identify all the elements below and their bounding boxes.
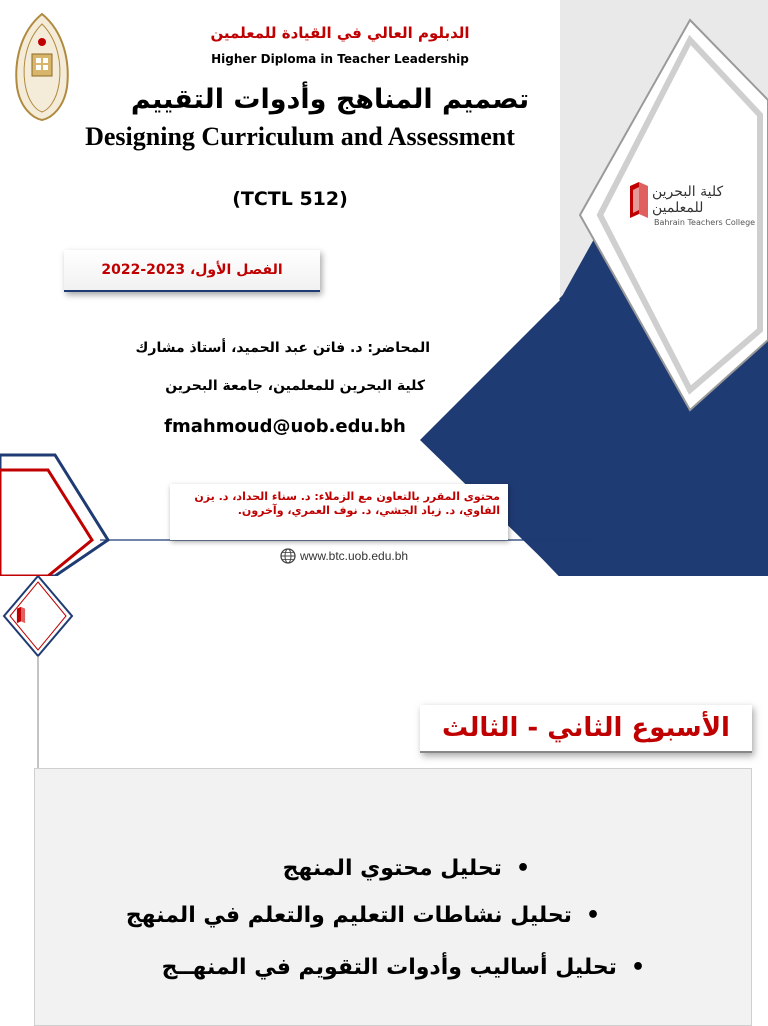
college-name-arabic: كلية البحرين للمعلمين xyxy=(652,184,724,216)
lecturer-affiliation: كلية البحرين للمعلمين، جامعة البحرين xyxy=(165,378,425,394)
website-link[interactable]: www.btc.uob.edu.bh xyxy=(300,549,409,563)
course-code: (TCTL 512) xyxy=(232,188,348,210)
website-row[interactable] xyxy=(280,548,408,564)
topic-text: تحليل أساليب وأدوات التقويم في المنهــج xyxy=(161,955,617,980)
topic-item: •تحليل محتوي المنهج xyxy=(282,856,530,881)
lecturer-email[interactable]: fmahmoud@uob.edu.bh xyxy=(164,416,406,437)
course-title-english: Designing Curriculum and Assessment xyxy=(85,122,515,151)
program-title-english: Higher Diploma in Teacher Leadership xyxy=(211,52,469,66)
university-seal xyxy=(12,12,72,122)
lecturer-name: المحاضر: د. فاتن عبد الحميد، أستاذ مشارك xyxy=(135,340,430,356)
topic-text: تحليل محتوي المنهج xyxy=(282,856,502,881)
globe-icon xyxy=(280,548,296,564)
course-title-arabic: تصميم المناهج وأدوات التقييم xyxy=(130,84,530,115)
week-title: الأسبوع الثاني - الثالث xyxy=(442,713,730,743)
college-name-english: Bahrain Teachers College xyxy=(654,218,756,227)
program-title-arabic: الدبلوم العالي في القيادة للمعلمين xyxy=(210,24,470,42)
slide-two-college-logo xyxy=(16,606,60,634)
topic-item: •تحليل نشاطات التعليم والتعلم في المنهج xyxy=(125,903,600,928)
week-title-box xyxy=(420,705,752,753)
college-logo-mark xyxy=(628,182,650,218)
college-logo xyxy=(628,182,768,232)
college-logo-mark-small xyxy=(16,606,26,624)
semester-label: الفصل الأول، 2023-2022 xyxy=(101,262,283,278)
semester-box xyxy=(64,250,320,292)
topic-text: تحليل نشاطات التعليم والتعلم في المنهج xyxy=(125,903,572,928)
topic-item: •تحليل أساليب وأدوات التقويم في المنهــج xyxy=(161,955,645,980)
collaboration-note: محتوى المقرر بالتعاون مع الزملاء: د. سناء الحداد، د. يزن الفاوي، د. زياد الجشي، د. نوف العمري، وآخرون. xyxy=(170,484,508,540)
topics-panel xyxy=(34,768,752,1026)
